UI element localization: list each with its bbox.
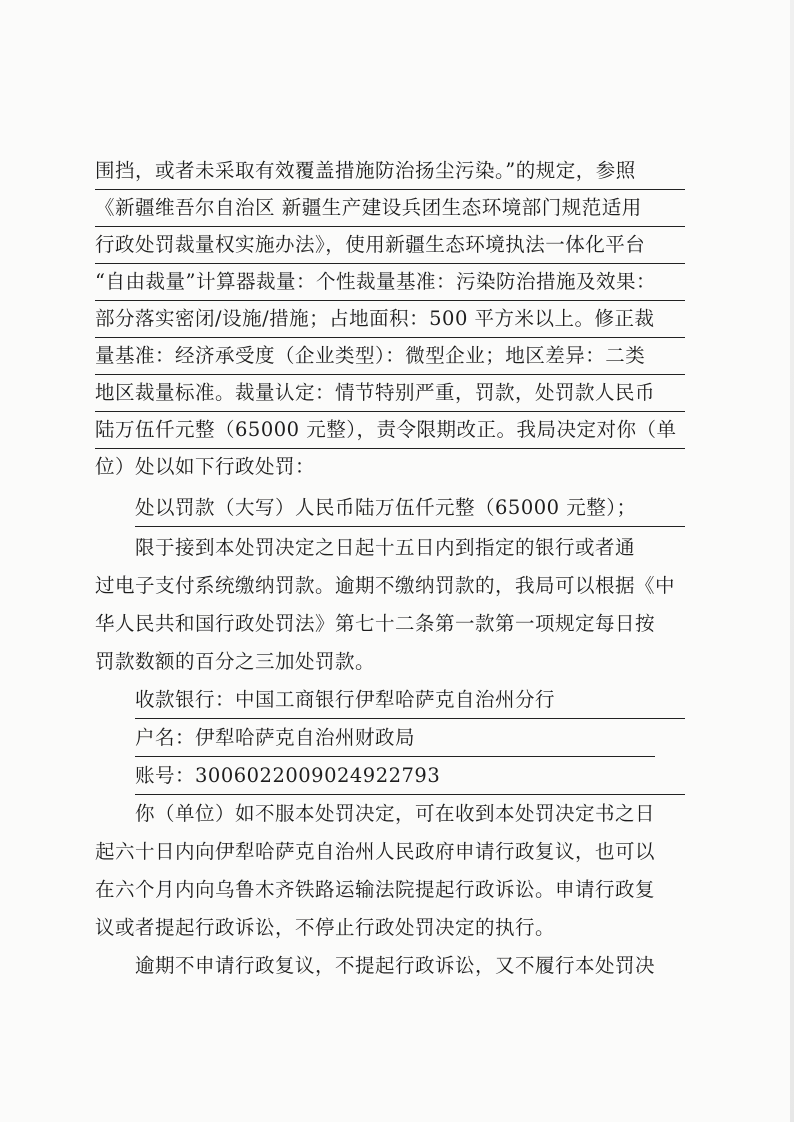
scan-edge-shadow: [790, 0, 794, 1122]
bank-name-line: 收款银行：中国工商银行伊犁哈萨克自治州分行: [135, 682, 685, 719]
body-line-8: 陆万伍仟元整（65000 元整），责令限期改正。我局决定对你（单: [95, 412, 685, 449]
penalty-line: 处以罚款（大写）人民币陆万伍仟元整（65000 元整）；: [135, 490, 685, 527]
body-line-4: “自由裁量”计算器裁量：个性裁量基准：污染防治措施及效果：: [95, 264, 685, 301]
account-name-line: 户名：伊犁哈萨克自治州财政局: [135, 720, 655, 757]
body-line-3: 行政处罚裁量权实施办法》，使用新疆生态环境执法一体化平台: [95, 227, 685, 264]
payment-instruction-line-1: 限于接到本处罚决定之日起十五日内到指定的银行或者通: [135, 536, 636, 559]
review-paragraph-line-1: 你（单位）如不服本处罚决定，可在收到本处罚决定书之日: [135, 802, 656, 825]
account-number-line: 账号：3006022009024922793: [135, 758, 685, 795]
review-paragraph-line-2: 起六十日内向伊犁哈萨克自治州人民政府申请行政复议，也可以: [95, 840, 656, 863]
payment-instruction-line-3: 华人民共和国行政处罚法》第七十二条第一款第一项规定每日按: [95, 612, 656, 635]
body-line-1: 围挡，或者未采取有效覆盖措施防治扬尘污染。”的规定，参照: [95, 153, 685, 190]
body-line-7: 地区裁量标准。裁量认定：情节特别严重，罚款，处罚款人民币: [95, 375, 685, 412]
body-line-5: 部分落实密闭/设施/措施；占地面积：500 平方米以上。修正裁: [95, 301, 685, 338]
body-line-6: 量基准：经济承受度（企业类型）：微型企业；地区差异：二类: [95, 338, 685, 375]
payment-instruction-line-2: 过电子支付系统缴纳罚款。逾期不缴纳罚款的，我局可以根据《中: [95, 574, 676, 597]
body-line-9: 位）处以如下行政处罚：: [95, 455, 316, 478]
payment-instruction-line-4: 罚款数额的百分之三加处罚款。: [95, 650, 376, 673]
review-paragraph-line-4: 议或者提起行政诉讼，不停止行政处罚决定的执行。: [95, 916, 556, 939]
body-line-2: 《新疆维吾尔自治区 新疆生产建设兵团生态环境部门规范适用: [95, 190, 685, 227]
review-paragraph-line-3: 在六个月内向乌鲁木齐铁路运输法院提起行政诉讼。申请行政复: [95, 878, 656, 901]
enforcement-paragraph-line-1: 逾期不申请行政复议，不提起行政诉讼，又不履行本处罚决: [135, 954, 656, 977]
